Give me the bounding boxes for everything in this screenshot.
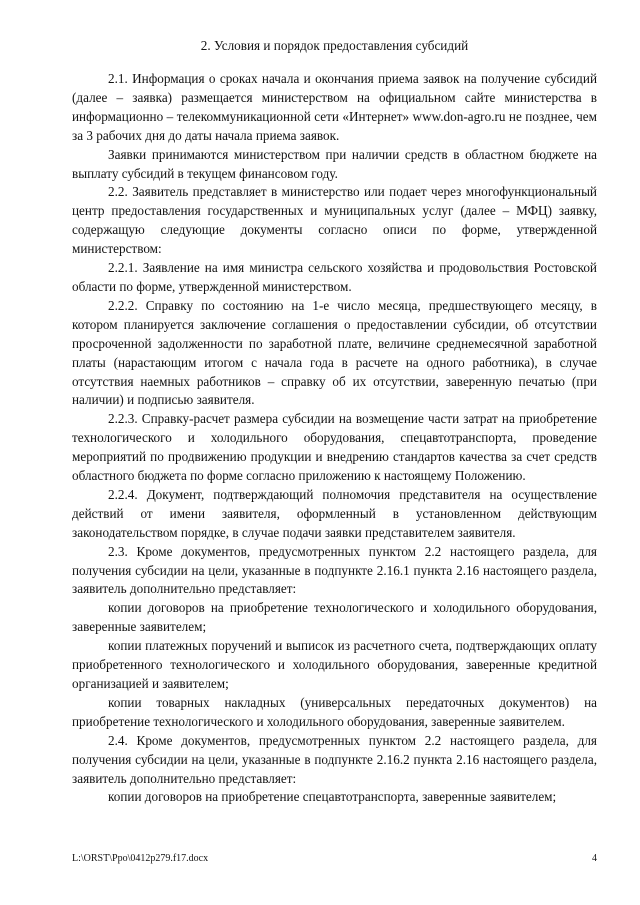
paragraph-applications-accepted: Заявки принимаются министерством при наличии средств в областном бюджете на выплату субсидий в текущем финансовом году.	[72, 146, 597, 181]
paragraph-2-3: 2.3. Кроме документов, предусмотренных пунктом 2.2 настоящего раздела, для получения субсидии на цели, указанные в подпункте 2.16.1 пункта 2.16 настоящего раздела, заявитель дополнительно представляет:	[72, 543, 597, 597]
paragraph-2-1: 2.1. Информация о сроках начала и окончания приема заявок на получение субсидий (далее – заявка) размещается министерством на официальном сайте министерства в информационно – телекоммуникационной сети «Интернет» www.don-agro.ru не позднее, чем за 3 рабочих дня до даты начала приема заявок.	[72, 71, 597, 143]
paragraph-2-2-3: 2.2.3. Справку-расчет размера субсидии на возмещение части затрат на приобретение технологического и холодильного оборудования, спецавтотранспорта, проведение мероприятий по продвижению продукции и внедрению стандартов качества за счет средств областного бюджета по форме согласно приложению к настоящему Положению.	[72, 411, 597, 484]
section-title: 2. Условия и порядок предоставления субсидий	[200, 38, 469, 53]
paragraph-payment-copies: копии платежных поручений и выписок из расчетного счета, подтверждающих оплату приобретенного технологического и холодильного оборудования, заверенные кредитной организацией и заявителем;	[72, 638, 597, 691]
document-page	[72, 36, 597, 807]
footer-page-number: 4	[592, 853, 597, 864]
paragraph-2-2-4: 2.2.4. Документ, подтверждающий полномочия представителя на осуществление действий от имени заявителя, оформленный в установленном действующим законодательством порядке, в случае подачи заявки представителем заявителя.	[72, 486, 597, 540]
page-footer	[72, 853, 597, 865]
paragraph-2-2-1: 2.2.1. Заявление на имя министра сельского хозяйства и продовольствия Ростовской области по форме, утвержденной министерством.	[72, 260, 597, 294]
footer-file-path: L:\ORST\Ppo\0412p279.f17.docx	[72, 853, 209, 864]
paragraph-invoice-copies: копии товарных накладных (универсальных передаточных документов) на приобретение технологического и холодильного оборудования, заверенные заявителем.	[72, 694, 597, 729]
paragraph-vehicle-contract-copies: копии договоров на приобретение спецавтотранспорта, заверенные заявителем;	[108, 789, 557, 805]
paragraph-2-2: 2.2. Заявитель представляет в министерство или подает через многофункциональный центр предоставления государственных и муниципальных услуг (далее – МФЦ) заявку, содержащую следующие документы согласно описи по форме, утвержденной министерством:	[72, 184, 597, 257]
paragraph-contract-copies: копии договоров на приобретение технологического и холодильного оборудования, заверенные заявителем;	[72, 600, 597, 635]
paragraph-2-4: 2.4. Кроме документов, предусмотренных пунктом 2.2 настоящего раздела, для получения субсидии на цели, указанные в подпункте 2.16.2 пункта 2.16 настоящего раздела, заявитель дополнительно представляет:	[72, 732, 597, 786]
paragraph-2-2-2: 2.2.2. Справку по состоянию на 1-е число месяца, предшествующего месяцу, в котором планируется заключение соглашения о предоставлении субсидии, об отсутствии просроченной задолженности по заработной плате, величине среднемесячной заработной платы (нарастающим итогом с начала года в расчете на одного работника), в случае отсутствия наемных работников – справку об их отсутствии, заверенную печатью (при наличии) и подписью заявителя.	[72, 297, 597, 408]
